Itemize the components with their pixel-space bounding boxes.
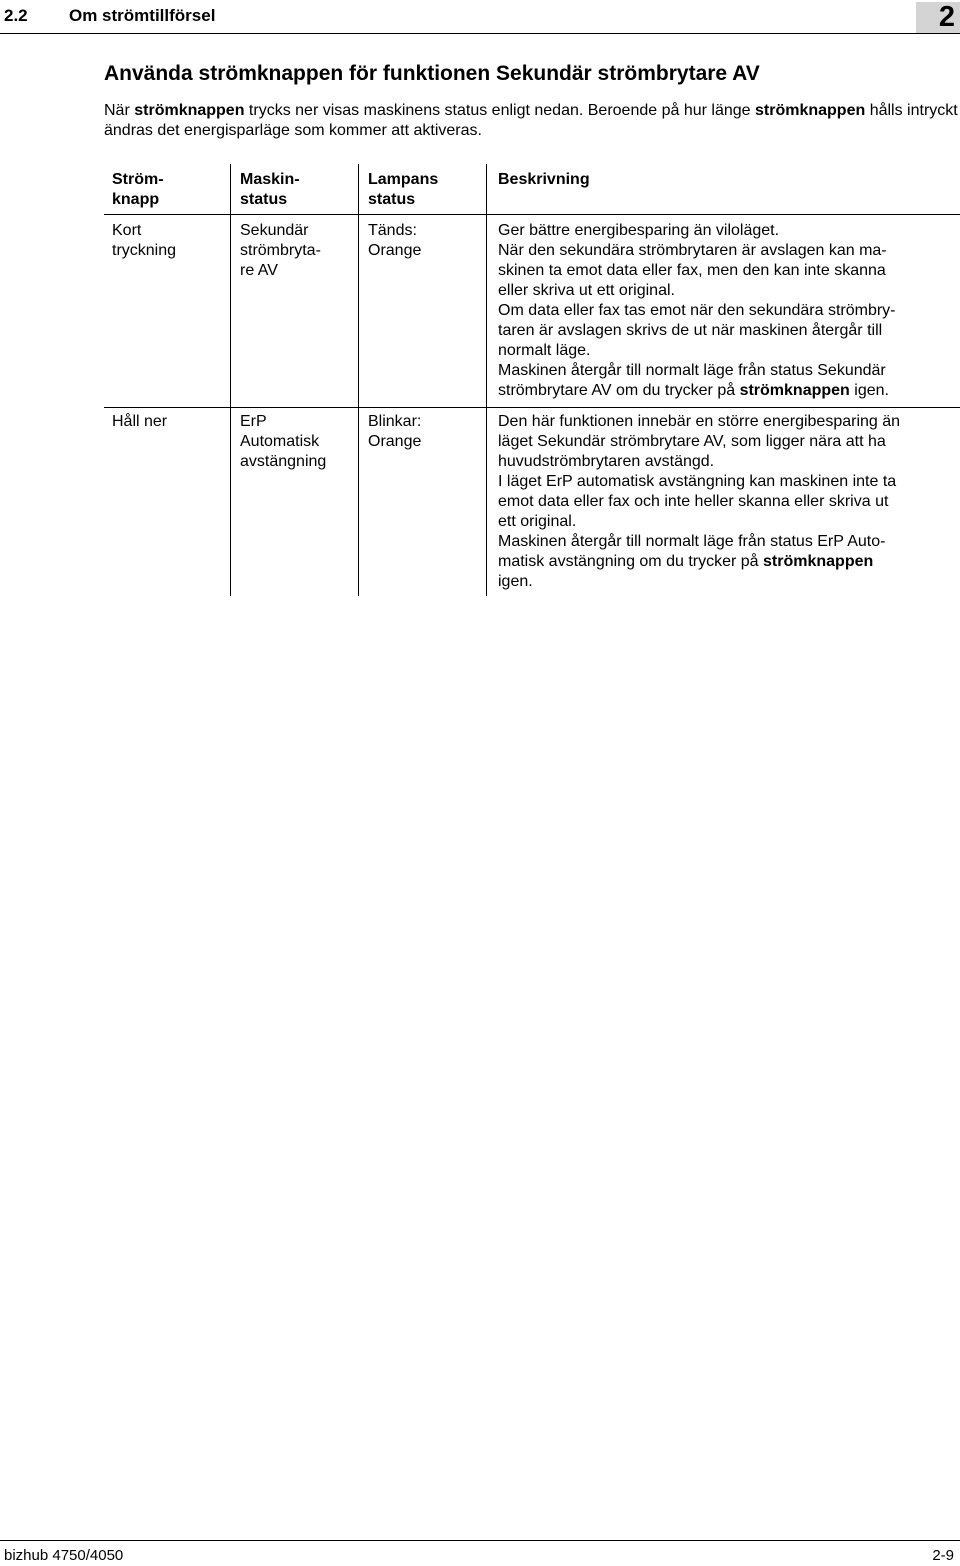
table-header-description: Beskrivning xyxy=(498,171,590,188)
table-divider xyxy=(486,164,487,596)
footer-rule xyxy=(0,1540,960,1541)
cell-machine-status: Sekundär strömbryta- re AV xyxy=(240,222,321,279)
table-header-lamp-status: Lampans status xyxy=(368,171,439,208)
table-divider xyxy=(358,164,359,596)
header-rule xyxy=(0,33,960,34)
cell-machine-status: ErP Automatisk avstängning xyxy=(240,413,327,470)
footer-page-number: 2-9 xyxy=(932,1547,954,1564)
section-number: 2.2 xyxy=(4,6,28,25)
cell-lamp-status: Tänds: Orange xyxy=(368,222,422,259)
chapter-number: 2 xyxy=(938,1,955,33)
cell-description: Den här funktionen innebär en större energibesparing än läget Sekundär strömbrytare AV, som ligger nära att ha huvudströmbrytaren avstängd. I läget ErP automatisk avstängning kan maskinen inte ta emot data eller fax och inte heller skanna eller skriva ut ett original. Maskinen återgår till normalt läge från status ErP Auto- matisk avstängning om du trycker på strömknappen igen. xyxy=(498,413,901,590)
footer-product-name: bizhub 4750/4050 xyxy=(4,1547,124,1564)
intro-paragraph: När strömknappen trycks ner visas maskinens status enligt nedan. Beroende på hur länge strömknappen hålls intryckt ändras det energisparläge som kommer att aktiveras. xyxy=(104,102,958,139)
table-row-rule xyxy=(104,407,960,408)
cell-power-button: Kort tryckning xyxy=(112,222,177,259)
table-divider xyxy=(230,164,231,596)
section-title: Om strömtillförsel xyxy=(69,6,216,25)
cell-description: Ger bättre energibesparing än viloläget. När den sekundära strömbrytaren är avslagen kan ma- skinen ta emot data eller fax, men den kan inte skanna eller skriva ut ett original. Om data eller fax tas emot när den sekundära strömbry- taren är avslagen skrivs de ut när maskinen återgår till normalt läge. Maskinen återgår till normalt läge från status Sekundär strömbrytare AV om du trycker på strömknappen igen. xyxy=(498,222,896,399)
page-heading: Använda strömknappen för funktionen Sekundär strömbrytare AV xyxy=(104,62,760,85)
cell-power-button: Håll ner xyxy=(112,413,168,430)
table-header-power-button: Ström- knapp xyxy=(112,171,164,208)
table-header-machine-status: Maskin- status xyxy=(240,171,300,208)
cell-lamp-status: Blinkar: Orange xyxy=(368,413,422,450)
table-header-rule xyxy=(104,214,960,215)
